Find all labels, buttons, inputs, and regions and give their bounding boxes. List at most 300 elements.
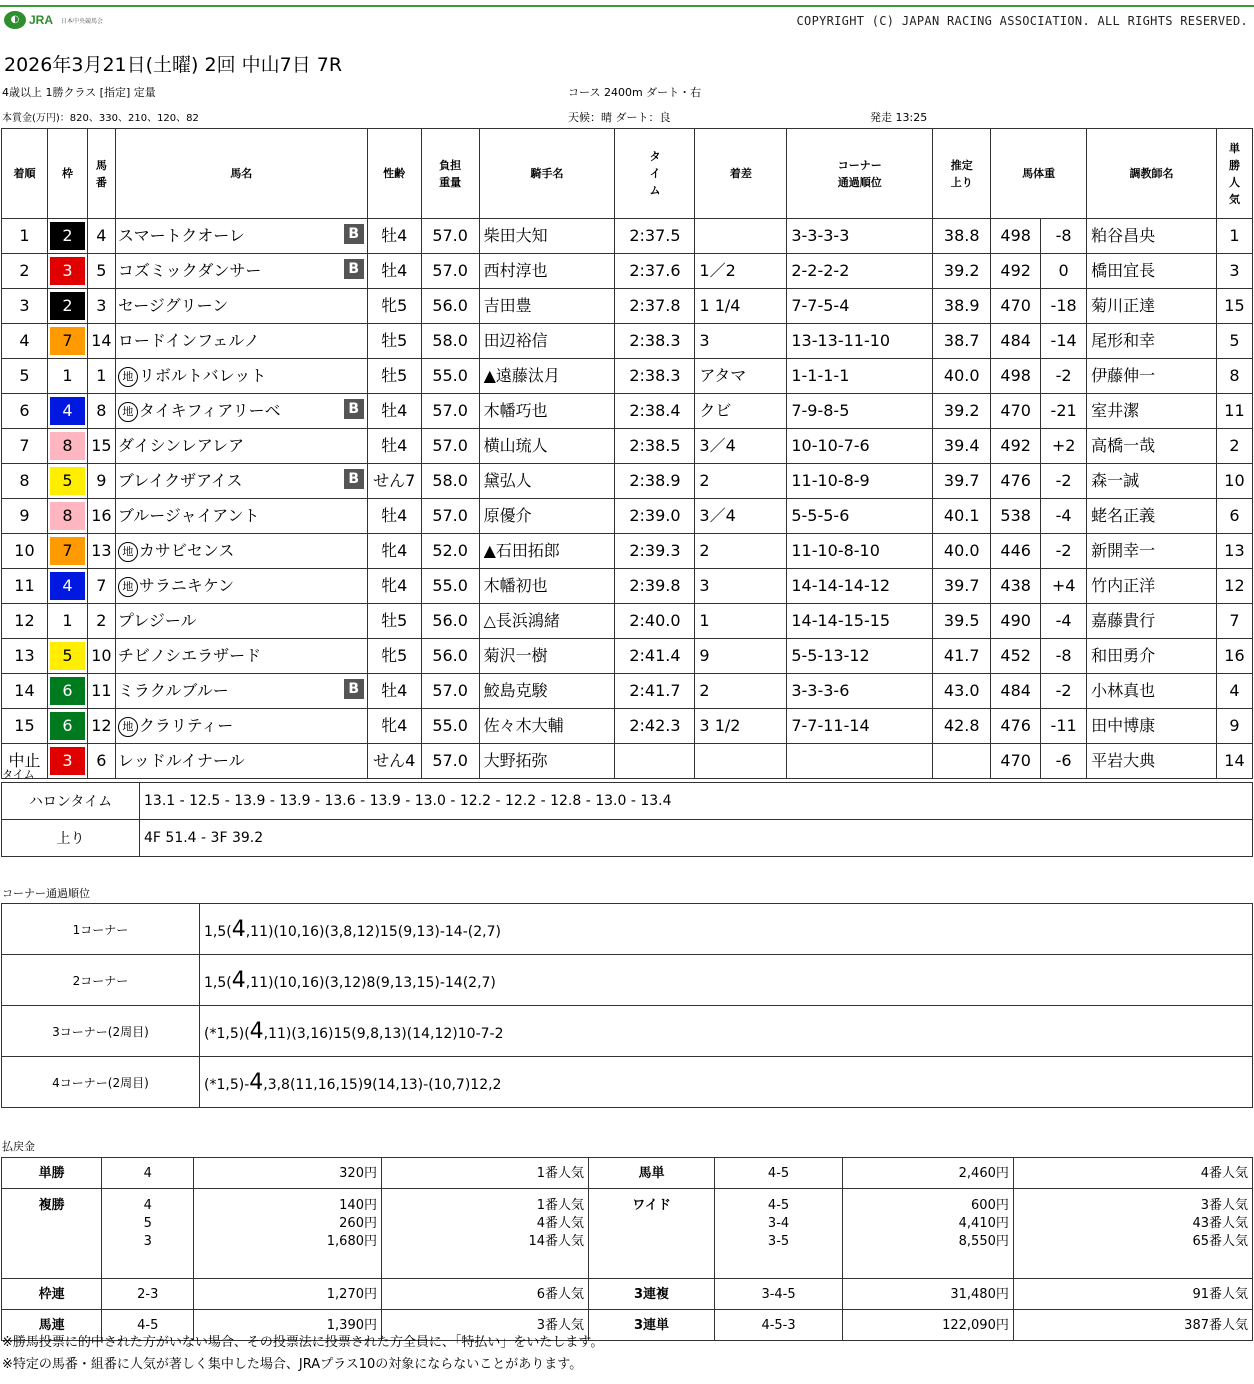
payout-amount: 140円 260円 1,680円 xyxy=(194,1189,382,1279)
jockey-cell xyxy=(479,499,615,534)
blinker-icon: B xyxy=(344,469,364,489)
trainer-link[interactable]: 橋田宜長 xyxy=(1091,261,1156,280)
waku-cell xyxy=(47,359,87,394)
waku-cell xyxy=(47,429,87,464)
jockey-link[interactable]: 原優介 xyxy=(483,506,532,525)
horse-name-link[interactable]: スマートクオーレ xyxy=(117,226,245,245)
body-weight: 498 xyxy=(991,219,1041,254)
trainer-cell xyxy=(1087,429,1217,464)
trainer-link[interactable]: 和田勇介 xyxy=(1091,646,1156,665)
trainer-link[interactable]: 新開幸一 xyxy=(1091,541,1156,560)
body-weight: 470 xyxy=(991,289,1041,324)
trainer-link[interactable]: 粕谷昌央 xyxy=(1091,226,1156,245)
horse-name-link[interactable]: タイキフィアリーベ xyxy=(138,401,281,420)
horse-name-cell xyxy=(115,604,367,639)
time-section-label: タイム xyxy=(2,768,35,781)
horse-name-link[interactable]: ロードインフェルノ xyxy=(117,331,260,350)
horse-name-cell xyxy=(115,324,367,359)
bet-numbers: 4-5 3-4 3-5 xyxy=(715,1189,843,1279)
col-time xyxy=(615,129,695,219)
body-weight: 476 xyxy=(991,464,1041,499)
margin: クビ xyxy=(695,394,787,429)
corner-body xyxy=(2,904,1253,1108)
jockey-cell xyxy=(479,674,615,709)
note-line: ※勝馬投票に的中された方がいない場合、その投票法に投票された方全員に、「特払い」をいたします。 xyxy=(2,1335,604,1350)
jockey-cell xyxy=(479,569,615,604)
sex-age: 牝4 xyxy=(367,534,421,569)
result-row xyxy=(2,254,1253,289)
horse-name-link[interactable]: チビノシエラザード xyxy=(117,646,262,665)
waku-badge: 2 xyxy=(50,292,85,320)
horse-name-link[interactable]: ブレイクザアイス xyxy=(117,471,243,490)
jockey-link[interactable]: △長浜鴻緒 xyxy=(483,611,560,630)
sex-age: 牡5 xyxy=(367,324,421,359)
horse-name-link[interactable]: レッドルイナール xyxy=(117,751,245,770)
results-table xyxy=(1,128,1253,779)
waku-badge: 4 xyxy=(50,397,85,425)
weight-diff: +4 xyxy=(1041,569,1087,604)
result-row xyxy=(2,359,1253,394)
payout-popularity: 6番人気 xyxy=(381,1279,588,1310)
local-horse-icon: 地 xyxy=(118,717,138,737)
trainer-link[interactable]: 室井潔 xyxy=(1091,401,1140,420)
weight-diff: -2 xyxy=(1041,464,1087,499)
rank-cell: 中止 xyxy=(2,744,48,779)
horse-name-cell xyxy=(115,709,367,744)
weight-diff: -2 xyxy=(1041,359,1087,394)
race-class: 4歳以上 1勝クラス [指定] 定量 xyxy=(2,86,156,99)
horse-name-link[interactable]: カサビセンス xyxy=(138,541,235,560)
col-margin: 着差 xyxy=(695,129,787,219)
horse-name-cell xyxy=(115,429,367,464)
corner-positions: 14-14-14-12 xyxy=(787,569,933,604)
rank-cell: 4 xyxy=(2,324,48,359)
horse-name-link[interactable]: ミラクルブルー xyxy=(117,681,229,700)
sex-age: 牡4 xyxy=(367,429,421,464)
rank-cell: 7 xyxy=(2,429,48,464)
carried-weight: 57.0 xyxy=(421,674,479,709)
carried-weight: 58.0 xyxy=(421,464,479,499)
carried-weight: 57.0 xyxy=(421,394,479,429)
result-row xyxy=(2,639,1253,674)
waku-badge: 5 xyxy=(50,642,85,670)
jockey-link[interactable]: 柴田大知 xyxy=(483,226,548,245)
time-table xyxy=(1,782,1253,857)
weight-diff: -4 xyxy=(1041,604,1087,639)
finish-time: 2:38.9 xyxy=(615,464,695,499)
payout-body xyxy=(2,1158,1253,1341)
bet-type: 3連複 xyxy=(589,1279,715,1310)
trainer-cell xyxy=(1087,464,1217,499)
winner-highlight: 4 xyxy=(231,967,246,993)
horse-number: 13 xyxy=(87,534,115,569)
col-pop xyxy=(1216,129,1252,219)
margin: 1 1/4 xyxy=(695,289,787,324)
jockey-link[interactable]: 木幡初也 xyxy=(483,576,548,595)
col-num xyxy=(87,129,115,219)
race-weather: 天候：晴 ダート：良 xyxy=(568,111,671,124)
jockey-cell xyxy=(479,359,615,394)
popularity: 6 xyxy=(1216,499,1252,534)
jockey-link[interactable]: 横山琉人 xyxy=(483,436,548,455)
horse-number: 1 xyxy=(87,359,115,394)
finish-time: 2:38.3 xyxy=(615,359,695,394)
trainer-link[interactable]: 伊藤伸一 xyxy=(1091,366,1156,385)
body-weight: 452 xyxy=(991,639,1041,674)
trainer-cell xyxy=(1087,569,1217,604)
popularity: 10 xyxy=(1216,464,1252,499)
result-row xyxy=(2,674,1253,709)
margin: 3 xyxy=(695,324,787,359)
payout-amount: 1,270円 xyxy=(194,1279,382,1310)
horse-number: 11 xyxy=(87,674,115,709)
trainer-link[interactable]: 尾形和幸 xyxy=(1091,331,1156,350)
horse-number: 7 xyxy=(87,569,115,604)
horse-name-link[interactable]: リボルトバレット xyxy=(138,366,267,385)
corner-label: 4コーナー(2周目) xyxy=(2,1057,200,1108)
rank-cell: 2 xyxy=(2,254,48,289)
jockey-cell xyxy=(479,534,615,569)
col-last xyxy=(933,129,991,219)
payout-amount: 320円 xyxy=(194,1158,382,1189)
payout-amount: 1,390円 xyxy=(194,1310,382,1341)
corner-order-post: ,11)(3,16)15(9,8,13)(14,12)10-7-2 xyxy=(263,1025,504,1042)
bet-numbers: 4-5-3 xyxy=(715,1310,843,1341)
jockey-link[interactable]: ▲遠藤汰月 xyxy=(483,366,560,385)
horse-name-link[interactable]: ダイシンレアレア xyxy=(117,436,245,455)
popularity: 2 xyxy=(1216,429,1252,464)
last-3f: 40.0 xyxy=(933,359,991,394)
waku-cell xyxy=(47,254,87,289)
rank-cell: 6 xyxy=(2,394,48,429)
carried-weight: 56.0 xyxy=(421,289,479,324)
jockey-cell xyxy=(479,324,615,359)
results-body xyxy=(2,219,1253,779)
jockey-link[interactable]: ▲石田拓郎 xyxy=(483,541,560,560)
jockey-cell xyxy=(479,219,615,254)
rank-cell: 13 xyxy=(2,639,48,674)
sex-age: せん4 xyxy=(367,744,421,779)
horse-name-cell xyxy=(115,254,367,289)
waku-cell xyxy=(47,534,87,569)
trainer-link[interactable]: 菊川正達 xyxy=(1091,296,1156,315)
jockey-link[interactable]: 田辺裕信 xyxy=(483,331,548,350)
sex-age: 牝4 xyxy=(367,709,421,744)
logo-subtitle: 日本中央競馬会 xyxy=(61,17,104,25)
body-weight: 484 xyxy=(991,324,1041,359)
popularity: 5 xyxy=(1216,324,1252,359)
col-last-label: 推定 上り xyxy=(950,158,973,189)
blinker-icon: B xyxy=(344,224,364,244)
sex-age: 牡4 xyxy=(367,394,421,429)
last-3f xyxy=(933,744,991,779)
jockey-link[interactable]: 大野拓弥 xyxy=(483,751,548,770)
corner-table xyxy=(1,903,1253,1108)
corner-label: 1コーナー xyxy=(2,904,200,955)
horse-name-link[interactable]: セージグリーン xyxy=(117,296,229,315)
trainer-link[interactable]: 竹内正洋 xyxy=(1091,576,1156,595)
bet-type: 馬連 xyxy=(2,1310,102,1341)
trainer-cell xyxy=(1087,394,1217,429)
col-jockey: 騎手名 xyxy=(479,129,615,219)
jockey-link[interactable]: 西村淳也 xyxy=(483,261,548,280)
horse-name-link[interactable]: クラリティー xyxy=(138,716,234,735)
corner-positions: 5-5-13-12 xyxy=(787,639,933,674)
col-corner xyxy=(787,129,933,219)
body-weight: 470 xyxy=(991,394,1041,429)
sex-age: 牡4 xyxy=(367,219,421,254)
payout-section-label: 払戻金 xyxy=(2,1140,35,1153)
jockey-cell xyxy=(479,639,615,674)
local-horse-icon: 地 xyxy=(118,542,138,562)
jockey-cell xyxy=(479,744,615,779)
payout-popularity: 1番人気 xyxy=(381,1158,588,1189)
corner-order xyxy=(200,904,1253,955)
body-weight: 492 xyxy=(991,254,1041,289)
corner-order-pre: 1,5( xyxy=(204,974,232,991)
trainer-link[interactable]: 蛯名正義 xyxy=(1091,506,1156,525)
waku-cell xyxy=(47,499,87,534)
payout-row xyxy=(2,1279,1253,1310)
result-row xyxy=(2,744,1253,779)
horse-number: 9 xyxy=(87,464,115,499)
waku-badge: 6 xyxy=(50,712,85,740)
finish-time: 2:38.4 xyxy=(615,394,695,429)
jockey-link[interactable]: 木幡巧也 xyxy=(483,401,548,420)
trainer-link[interactable]: 高橋一哉 xyxy=(1091,436,1156,455)
corner-positions: 3-3-3-3 xyxy=(787,219,933,254)
jockey-link[interactable]: 菊沢一樹 xyxy=(483,646,548,665)
jockey-link[interactable]: 吉田豊 xyxy=(483,296,532,315)
waku-cell xyxy=(47,604,87,639)
horse-number: 5 xyxy=(87,254,115,289)
popularity: 1 xyxy=(1216,219,1252,254)
corner-order-post: ,11)(10,16)(3,8,12)15(9,13)-14-(2,7) xyxy=(245,923,501,940)
body-weight: 446 xyxy=(991,534,1041,569)
corner-positions: 7-9-8-5 xyxy=(787,394,933,429)
last-3f: 39.5 xyxy=(933,604,991,639)
col-name: 馬名 xyxy=(115,129,367,219)
result-row xyxy=(2,499,1253,534)
popularity: 14 xyxy=(1216,744,1252,779)
time-value: 4F 51.4 - 3F 39.2 xyxy=(140,820,1253,857)
time-row xyxy=(2,783,1253,820)
col-weight xyxy=(421,129,479,219)
horse-name-link[interactable]: サラニキケン xyxy=(138,576,235,595)
horse-name-cell xyxy=(115,744,367,779)
blinker-icon: B xyxy=(344,679,364,699)
rank-cell: 8 xyxy=(2,464,48,499)
corner-order xyxy=(200,955,1253,1006)
bet-type: ワイド xyxy=(589,1189,715,1279)
payout-popularity: 4番人気 xyxy=(1013,1158,1252,1189)
carried-weight: 52.0 xyxy=(421,534,479,569)
corner-positions: 11-10-8-9 xyxy=(787,464,933,499)
race-course: コース 2400m ダート・右 xyxy=(568,86,702,99)
trainer-link[interactable]: 森一誠 xyxy=(1091,471,1140,490)
sex-age: 牡4 xyxy=(367,254,421,289)
jockey-cell xyxy=(479,709,615,744)
trainer-link[interactable]: 平岩大典 xyxy=(1091,751,1156,770)
carried-weight: 56.0 xyxy=(421,639,479,674)
rank-cell: 14 xyxy=(2,674,48,709)
trainer-cell xyxy=(1087,534,1217,569)
jockey-cell xyxy=(479,604,615,639)
weight-diff: -4 xyxy=(1041,499,1087,534)
finish-time: 2:41.7 xyxy=(615,674,695,709)
corner-section-label: コーナー通過順位 xyxy=(2,887,90,900)
trainer-cell xyxy=(1087,219,1217,254)
payout-popularity: 91番人気 xyxy=(1013,1279,1252,1310)
horse-name-cell xyxy=(115,359,367,394)
trainer-link[interactable]: 嘉藤貴行 xyxy=(1091,611,1156,630)
winner-highlight: 4 xyxy=(249,1069,264,1095)
corner-order-post: ,3,8(11,16,15)9(14,13)-(10,7)12,2 xyxy=(263,1076,502,1093)
carried-weight: 56.0 xyxy=(421,604,479,639)
corner-positions: 5-5-5-6 xyxy=(787,499,933,534)
margin: 3／4 xyxy=(695,499,787,534)
last-3f: 39.2 xyxy=(933,394,991,429)
waku-badge: 7 xyxy=(50,327,85,355)
weight-diff: -8 xyxy=(1041,639,1087,674)
result-row xyxy=(2,534,1253,569)
result-row xyxy=(2,464,1253,499)
waku-cell xyxy=(47,464,87,499)
horse-name-cell xyxy=(115,639,367,674)
corner-row xyxy=(2,904,1253,955)
sex-age: 牡5 xyxy=(367,359,421,394)
popularity: 3 xyxy=(1216,254,1252,289)
horse-number: 8 xyxy=(87,394,115,429)
margin: 1／2 xyxy=(695,254,787,289)
waku-cell xyxy=(47,394,87,429)
race-title: 2026年3月21日(土曜) 2回 中山7日 7R xyxy=(4,54,343,76)
jockey-link[interactable]: 佐々木大輔 xyxy=(483,716,564,735)
corner-order-pre: 1,5( xyxy=(204,923,232,940)
corner-positions: 1-1-1-1 xyxy=(787,359,933,394)
payout-amount: 2,460円 xyxy=(843,1158,1014,1189)
carried-weight: 55.0 xyxy=(421,709,479,744)
jockey-cell xyxy=(479,289,615,324)
jockey-link[interactable]: 黛弘人 xyxy=(483,471,532,490)
bet-numbers: 4 xyxy=(102,1158,194,1189)
jockey-link[interactable]: 鮫島克駿 xyxy=(483,681,548,700)
horse-name-cell xyxy=(115,464,367,499)
time-label: ハロンタイム xyxy=(2,783,140,820)
rank-cell: 12 xyxy=(2,604,48,639)
payout-popularity: 387番人気 xyxy=(1013,1310,1252,1341)
rank-cell: 15 xyxy=(2,709,48,744)
trainer-link[interactable]: 田中博康 xyxy=(1091,716,1156,735)
waku-badge: 1 xyxy=(50,362,85,390)
weight-diff: -11 xyxy=(1041,709,1087,744)
bet-numbers: 2-3 xyxy=(102,1279,194,1310)
last-3f: 41.7 xyxy=(933,639,991,674)
last-3f: 40.1 xyxy=(933,499,991,534)
note-line: ※特定の馬番・組番に人気が著しく集中した場合、JRAプラス10の対象にならないことがあります。 xyxy=(2,1357,583,1372)
race-start-time: 発走 13:25 xyxy=(870,111,928,124)
horse-name-link[interactable]: ブルージャイアント xyxy=(117,506,260,525)
finish-time: 2:38.3 xyxy=(615,324,695,359)
waku-badge: 2 xyxy=(50,222,85,250)
result-row xyxy=(2,219,1253,254)
local-horse-icon: 地 xyxy=(118,402,138,422)
copyright-notice: COPYRIGHT (C) JAPAN RACING ASSOCIATION. ALL RIGHTS RESERVED. xyxy=(796,14,1248,28)
margin: 2 xyxy=(695,534,787,569)
finish-time: 2:38.5 xyxy=(615,429,695,464)
jockey-cell xyxy=(479,254,615,289)
horse-name-cell xyxy=(115,569,367,604)
body-weight: 484 xyxy=(991,674,1041,709)
time-value: 13.1 - 12.5 - 13.9 - 13.9 - 13.6 - 13.9 - 13.0 - 12.2 - 12.2 - 12.8 - 13.0 - 13.4 xyxy=(140,783,1253,820)
result-row xyxy=(2,324,1253,359)
margin: 9 xyxy=(695,639,787,674)
finish-time: 2:37.6 xyxy=(615,254,695,289)
waku-badge: 4 xyxy=(50,572,85,600)
payout-row xyxy=(2,1158,1253,1189)
blinker-icon: B xyxy=(344,399,364,419)
last-3f: 42.8 xyxy=(933,709,991,744)
body-weight: 470 xyxy=(991,744,1041,779)
finish-time: 2:41.4 xyxy=(615,639,695,674)
trainer-link[interactable]: 小林真也 xyxy=(1091,681,1156,700)
horse-name-cell xyxy=(115,289,367,324)
margin xyxy=(695,219,787,254)
horse-name-cell xyxy=(115,499,367,534)
col-pop-label: 単 勝 人 気 xyxy=(1228,141,1240,206)
blinker-icon: B xyxy=(344,259,364,279)
weight-diff: -18 xyxy=(1041,289,1087,324)
jra-logo[interactable] xyxy=(4,11,103,29)
margin: 2 xyxy=(695,674,787,709)
corner-row xyxy=(2,955,1253,1006)
waku-cell xyxy=(47,639,87,674)
rank-cell: 1 xyxy=(2,219,48,254)
col-rank: 着順 xyxy=(2,129,48,219)
carried-weight: 58.0 xyxy=(421,324,479,359)
trainer-cell xyxy=(1087,324,1217,359)
jockey-cell xyxy=(479,464,615,499)
waku-badge: 3 xyxy=(50,257,85,285)
bet-type: 3連単 xyxy=(589,1310,715,1341)
horse-number: 12 xyxy=(87,709,115,744)
results-header-row xyxy=(2,129,1253,219)
horse-number: 14 xyxy=(87,324,115,359)
margin: 3／4 xyxy=(695,429,787,464)
bet-type: 単勝 xyxy=(2,1158,102,1189)
waku-badge: 7 xyxy=(50,537,85,565)
notes xyxy=(2,1332,603,1376)
horse-name-cell xyxy=(115,534,367,569)
last-3f: 39.7 xyxy=(933,569,991,604)
trainer-cell xyxy=(1087,604,1217,639)
col-waku: 枠 xyxy=(47,129,87,219)
margin: 3 xyxy=(695,569,787,604)
horse-name-link[interactable]: プレジール xyxy=(117,611,197,630)
popularity: 11 xyxy=(1216,394,1252,429)
trainer-cell xyxy=(1087,254,1217,289)
waku-cell xyxy=(47,219,87,254)
margin xyxy=(695,744,787,779)
horse-name-link[interactable]: コズミックダンサー xyxy=(117,261,262,280)
weight-diff: -2 xyxy=(1041,674,1087,709)
carried-weight: 57.0 xyxy=(421,744,479,779)
rank-cell: 9 xyxy=(2,499,48,534)
result-row xyxy=(2,289,1253,324)
corner-positions xyxy=(787,744,933,779)
margin: 2 xyxy=(695,464,787,499)
col-time-label: タ イ ム xyxy=(649,150,661,197)
